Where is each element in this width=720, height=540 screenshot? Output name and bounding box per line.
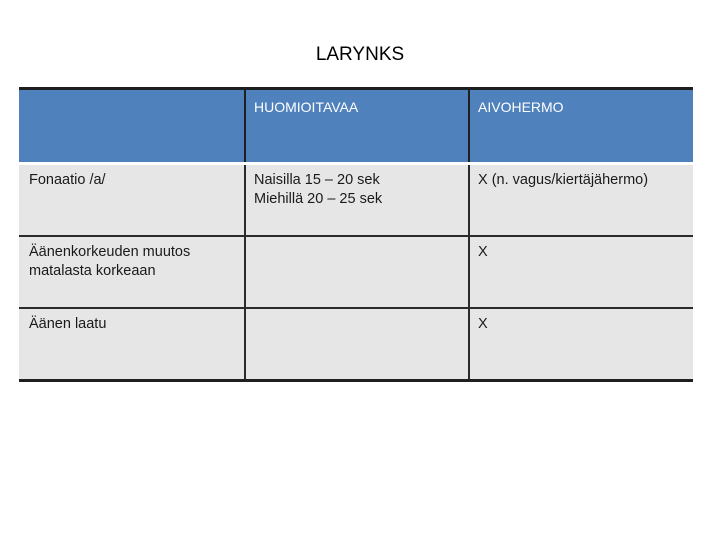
header-cell-nerve: AIVOHERMO <box>469 89 693 164</box>
row-note-line: Miehillä 20 – 25 sek <box>254 191 383 207</box>
row-note-cell <box>245 164 469 237</box>
header-cell-empty <box>19 89 245 164</box>
row-note-line: Naisilla 15 – 20 sek <box>254 172 380 188</box>
row-label-cell <box>19 308 245 381</box>
header-cell-notes: HUOMIOITAVAA <box>245 89 469 164</box>
row-note-cell <box>245 236 469 308</box>
row-label-cell <box>19 164 245 237</box>
table-header-row <box>19 89 693 164</box>
row-nerve-cell: X <box>469 236 693 308</box>
row-label-line: Fonaatio /a/ <box>29 172 106 188</box>
row-label-line: Äänenkorkeuden muutos <box>29 244 191 260</box>
larynx-table <box>19 87 693 382</box>
row-label-cell <box>19 236 245 308</box>
slide-title: LARYNKS <box>315 44 405 65</box>
row-nerve-cell: X <box>469 308 693 381</box>
row-label-line: Äänen laatu <box>29 316 107 332</box>
row-nerve-cell: X (n. vagus/kiertäjähermo) <box>469 164 693 237</box>
row-label-line: matalasta korkeaan <box>29 263 156 279</box>
row-note-cell <box>245 308 469 381</box>
table-row <box>19 236 693 308</box>
table-row <box>19 164 693 237</box>
table-row <box>19 308 693 381</box>
